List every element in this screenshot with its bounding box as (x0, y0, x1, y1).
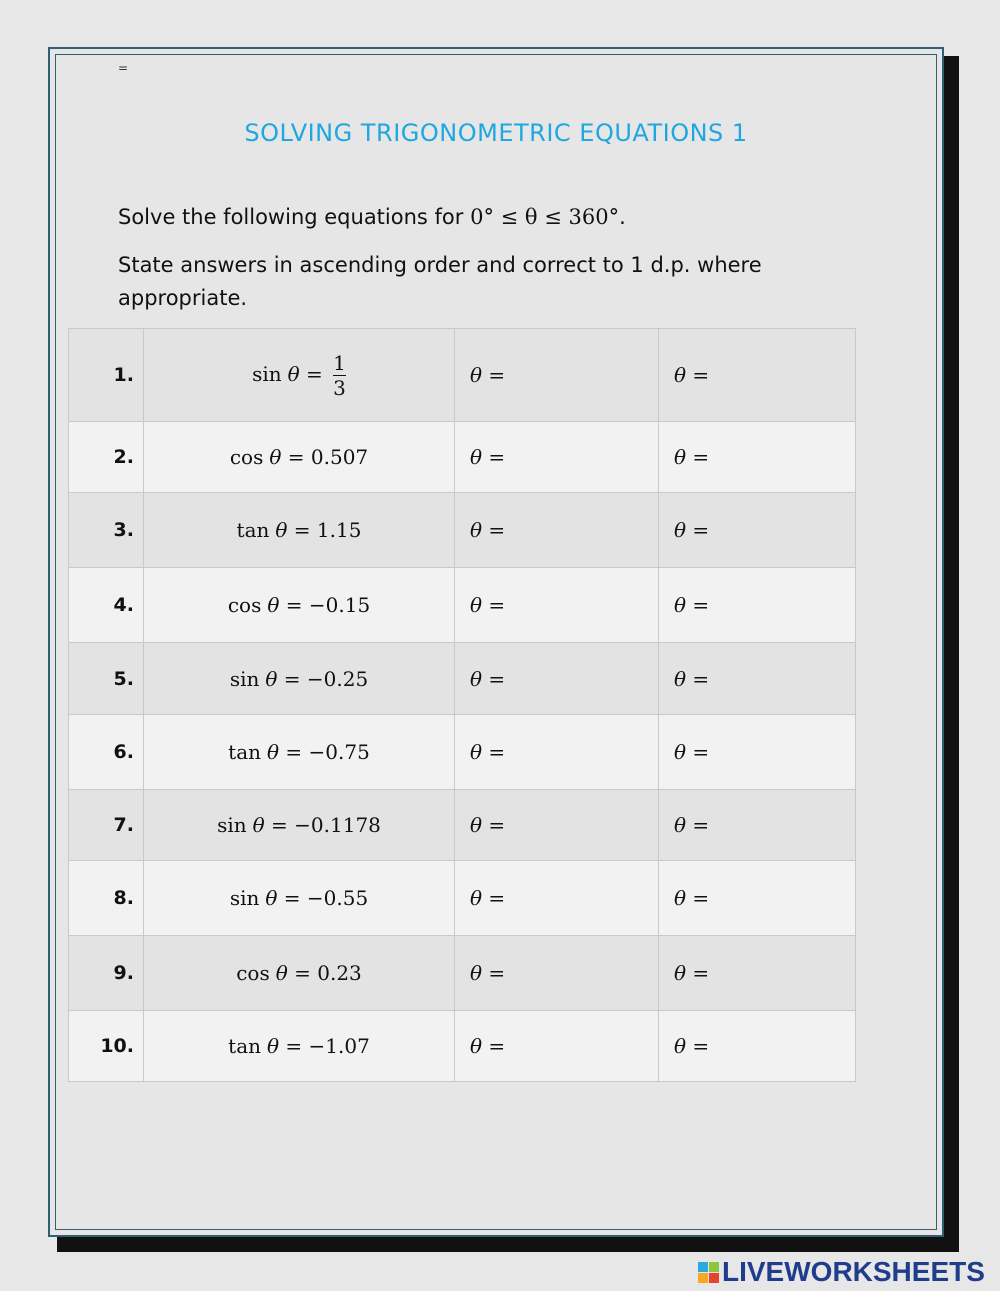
theta-variable: θ (267, 740, 280, 764)
answer-label: θ = (674, 518, 710, 542)
theta-variable: θ (275, 518, 288, 542)
answer-cell-2[interactable] (659, 790, 856, 861)
equals-sign: = (279, 1034, 309, 1058)
answer-cell-2[interactable] (659, 568, 856, 643)
trig-function: cos (236, 961, 270, 985)
answer-cell-1[interactable] (455, 329, 659, 422)
trig-function: tan (228, 740, 261, 764)
theta-variable: θ (265, 666, 278, 691)
instruction-prefix: Solve the following equations for (118, 205, 464, 229)
equations-table (68, 328, 856, 1082)
equation-value: 0.507 (310, 445, 369, 469)
trig-function: tan (236, 518, 270, 542)
equals-sign: = (277, 666, 307, 691)
equation (144, 422, 455, 493)
equation-value: −0.15 (308, 593, 371, 617)
equals-sign: = (287, 961, 318, 985)
answer-cell-1[interactable] (455, 643, 659, 715)
instruction-suffix: . (619, 205, 626, 229)
answer-cell-2[interactable] (659, 715, 856, 790)
trig-function: sin (252, 361, 282, 386)
equals-sign: = (279, 593, 309, 617)
theta-variable: θ (269, 445, 282, 469)
answer-label: θ = (674, 961, 710, 985)
answer-cell-2[interactable] (659, 1011, 856, 1082)
logo-square-2 (709, 1262, 719, 1272)
answer-cell-1[interactable] (455, 715, 659, 790)
answer-label: θ = (470, 445, 506, 469)
question-number: 3. (69, 493, 144, 568)
equals-sign: = (279, 740, 309, 764)
answer-cell-1[interactable] (455, 568, 659, 643)
question-number: 5. (69, 643, 144, 715)
table-row (69, 568, 856, 643)
answer-cell-1[interactable] (455, 936, 659, 1011)
table-row (69, 422, 856, 493)
logo-square-3 (698, 1273, 708, 1283)
logo-icon (698, 1262, 719, 1283)
trig-function: tan (228, 1034, 261, 1058)
fraction-denominator: 3 (333, 375, 346, 400)
header-mark: = (118, 61, 129, 75)
table-row (69, 493, 856, 568)
equals-sign: = (281, 445, 311, 469)
answer-label: θ = (674, 813, 710, 837)
logo-square-1 (698, 1262, 708, 1272)
answer-cell-2[interactable] (659, 643, 856, 715)
trig-function: cos (227, 593, 262, 617)
answer-label: θ = (674, 445, 710, 469)
equation (144, 493, 455, 568)
equals-sign: = (287, 518, 317, 542)
trig-function: sin (229, 666, 260, 691)
answer-cell-2[interactable] (659, 422, 856, 493)
trig-function: sin (217, 813, 247, 837)
logo-square-4 (709, 1273, 719, 1283)
equals-sign: = (277, 886, 307, 910)
theta-variable: θ (252, 813, 265, 837)
answer-label: θ = (470, 363, 506, 387)
equation (144, 861, 455, 936)
fraction-numerator: 1 (333, 350, 346, 375)
answer-cell-1[interactable] (455, 861, 659, 936)
question-number: 7. (69, 790, 144, 861)
answer-label: θ = (470, 961, 506, 985)
question-number: 6. (69, 715, 144, 790)
answer-label: θ = (470, 886, 506, 910)
question-number: 2. (69, 422, 144, 493)
instruction-range: 0° ≤ θ ≤ 360° (470, 205, 620, 229)
equation (144, 568, 455, 643)
answer-cell-1[interactable] (455, 422, 659, 493)
equation (144, 1011, 455, 1082)
answer-label: θ = (674, 740, 710, 764)
equals-sign: = (299, 361, 330, 386)
equation (144, 329, 455, 422)
question-number: 1. (69, 329, 144, 422)
theta-variable: θ (267, 593, 280, 617)
instruction-line-2: State answers in ascending order and correct to 1 d.p. where appropriate. (118, 253, 762, 310)
answer-label: θ = (470, 666, 506, 691)
trig-function: cos (229, 445, 264, 469)
question-number: 8. (69, 861, 144, 936)
table-row (69, 790, 856, 861)
equation-value: 1.15 (316, 518, 362, 542)
answer-label: θ = (470, 518, 506, 542)
equation-value: −0.55 (306, 886, 369, 910)
equation-value: −1.07 (308, 1034, 370, 1058)
answer-label: θ = (470, 1034, 506, 1058)
answer-cell-1[interactable] (455, 790, 659, 861)
worksheet-title: SOLVING TRIGONOMETRIC EQUATIONS 1 (244, 119, 748, 147)
equation-value: 0.23 (317, 961, 362, 985)
answer-cell-2[interactable] (659, 936, 856, 1011)
answer-cell-1[interactable] (455, 493, 659, 568)
equation (144, 643, 455, 715)
theta-variable: θ (275, 961, 288, 985)
table-row (69, 329, 856, 422)
answer-label: θ = (674, 1034, 710, 1058)
question-number: 10. (69, 1011, 144, 1082)
logo-text: LIVEWORKSHEETS (722, 1256, 985, 1287)
answer-label: θ = (674, 666, 710, 691)
answer-label: θ = (470, 813, 506, 837)
answer-label: θ = (674, 363, 710, 387)
liveworksheets-logo (698, 1256, 985, 1288)
answer-label: θ = (470, 740, 506, 764)
equation-value: −0.1178 (294, 813, 381, 837)
equation (144, 790, 455, 861)
table-row (69, 936, 856, 1011)
trig-function: sin (229, 886, 260, 910)
table-row (69, 1011, 856, 1082)
equation-value: −0.75 (308, 740, 370, 764)
equation (144, 715, 455, 790)
theta-variable: θ (267, 1034, 280, 1058)
answer-cell-2[interactable] (659, 493, 856, 568)
question-number: 9. (69, 936, 144, 1011)
answer-cell-2[interactable] (659, 329, 856, 422)
question-number: 4. (69, 568, 144, 643)
fraction (333, 351, 346, 400)
answer-label: θ = (674, 593, 710, 617)
answer-cell-1[interactable] (455, 1011, 659, 1082)
answer-cell-2[interactable] (659, 861, 856, 936)
answer-label: θ = (674, 886, 710, 910)
theta-variable: θ (287, 361, 300, 386)
table-row (69, 643, 856, 715)
equals-sign: = (264, 813, 295, 837)
equation-value: −0.25 (306, 666, 369, 691)
equation (144, 936, 455, 1011)
table-row (69, 715, 856, 790)
table-row (69, 861, 856, 936)
answer-label: θ = (470, 593, 506, 617)
instruction-line-1 (118, 201, 838, 234)
theta-variable: θ (265, 886, 278, 910)
